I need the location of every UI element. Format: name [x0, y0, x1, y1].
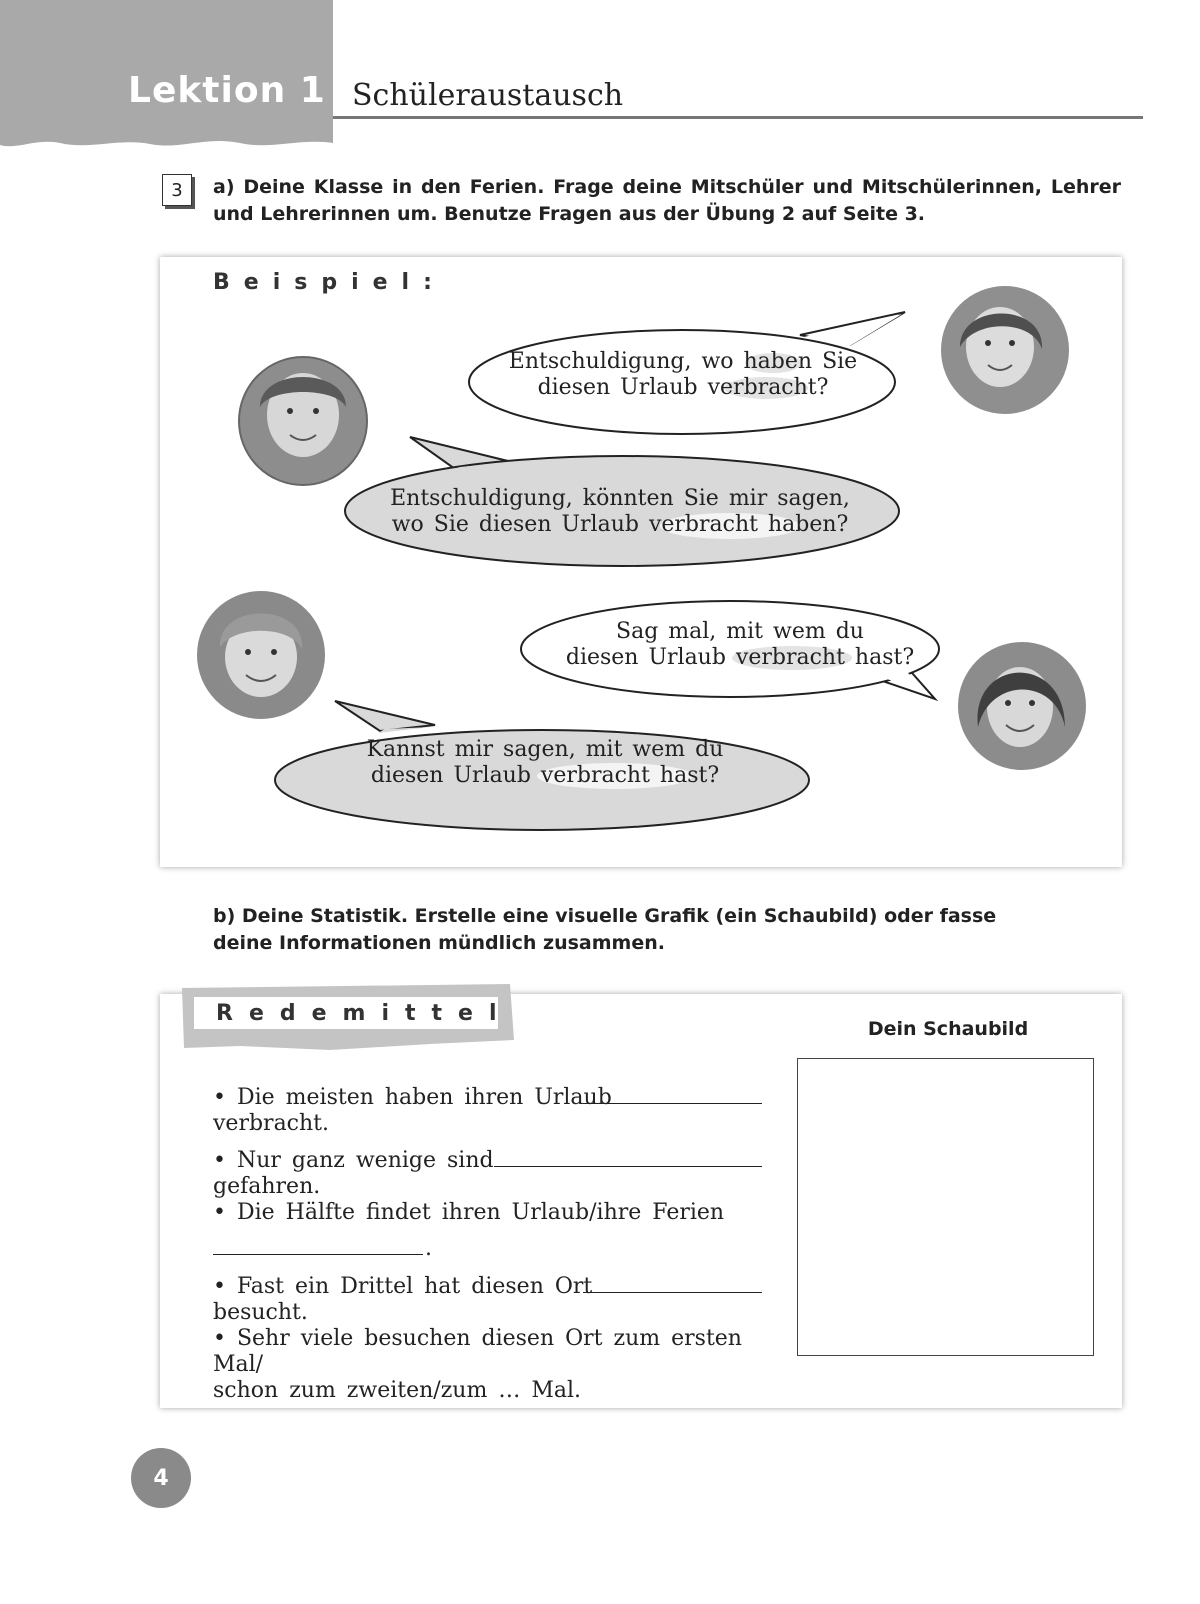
blank-line-4[interactable]	[583, 1292, 762, 1293]
bubble-4-line-2: diesen Urlaub verbracht hast?	[370, 763, 720, 788]
example-heading: Beispiel:	[213, 270, 446, 295]
phrase-3-line-1: • Die Hälfte findet ihren Urlaub/ihre Ferien	[213, 1200, 725, 1225]
phrase-5	[213, 1326, 763, 1404]
girl-portrait-icon	[941, 286, 1069, 414]
chart-box-title: Dein Schaubild	[867, 1018, 1029, 1040]
bubble-2-line-2: wo Sie diesen Urlaub verbracht haben?	[391, 512, 849, 537]
phrase-2-line-1: • Nur ganz wenige sind	[213, 1148, 494, 1173]
blank-line-3[interactable]	[213, 1254, 423, 1255]
instruction-part-b: b) Deine Statistik. Erstelle eine visuelle Grafik (ein Schaubild) oder fasse deine Informationen mündlich zusammen.	[213, 905, 997, 954]
phrase-4	[213, 1274, 763, 1326]
page-number-badge: 4	[131, 1448, 191, 1508]
example-panel	[160, 257, 1122, 867]
chart-drawing-area[interactable]	[797, 1058, 1094, 1356]
phrase-4-line-1: • Fast ein Drittel hat diesen Ort	[213, 1274, 593, 1299]
phrase-2	[213, 1148, 763, 1200]
instruction-part-a: a) Deine Klasse in den Ferien. Frage deine Mitschüler und Mitschülerinnen, Lehrer und Lehrerinnen um. Benutze Fragen aus der Übung 2 auf Seite 3.	[213, 176, 1121, 225]
bubble-4-text	[300, 737, 790, 789]
phrase-1	[213, 1085, 763, 1137]
girl-portrait-icon	[239, 357, 367, 485]
bubble-1-line-2: diesen Urlaub verbracht?	[537, 375, 829, 400]
task-number: 3	[162, 174, 192, 206]
bubble-2-line-1: Entschuldigung, könnten Sie mir sagen,	[390, 486, 850, 511]
redemittel-heading: Redemittel	[194, 997, 498, 1029]
phrase-1-line-1: • Die meisten haben ihren Urlaub	[213, 1085, 612, 1110]
bubble-3-text	[535, 619, 945, 671]
phrase-4-line-2: besucht.	[213, 1300, 308, 1325]
phrase-1-line-2: verbracht.	[213, 1111, 330, 1136]
bubble-4-line-1: Kannst mir sagen, mit wem du	[366, 737, 724, 762]
bubble-3-line-1: Sag mal, mit wem du	[616, 619, 864, 644]
bubble-4-tail	[335, 701, 435, 731]
blank-line-1[interactable]	[583, 1103, 762, 1104]
phrase-2-line-2: gefahren.	[213, 1174, 321, 1199]
bubble-1-line-1: Entschuldigung, wo haben Sie	[508, 349, 858, 374]
header-rule	[333, 116, 1143, 119]
bubble-3-line-2: diesen Urlaub verbracht hast?	[565, 645, 915, 670]
phrase-5-line-2: schon zum zweiten/zum … Mal.	[213, 1378, 581, 1403]
lesson-label: Lektion 1	[128, 70, 326, 111]
blank-line-2[interactable]	[494, 1166, 762, 1167]
phrase-3	[213, 1200, 763, 1262]
bubble-1-text	[475, 349, 891, 401]
bubble-2-text	[350, 486, 890, 538]
boy-portrait-icon	[197, 591, 325, 719]
girl-portrait-icon	[958, 642, 1086, 770]
phrase-5-line-1: • Sehr viele besuchen diesen Ort zum ersten Mal/	[213, 1326, 742, 1377]
phrase-3-line-2: .	[425, 1236, 432, 1261]
unit-title: Schüleraustausch	[352, 78, 624, 113]
